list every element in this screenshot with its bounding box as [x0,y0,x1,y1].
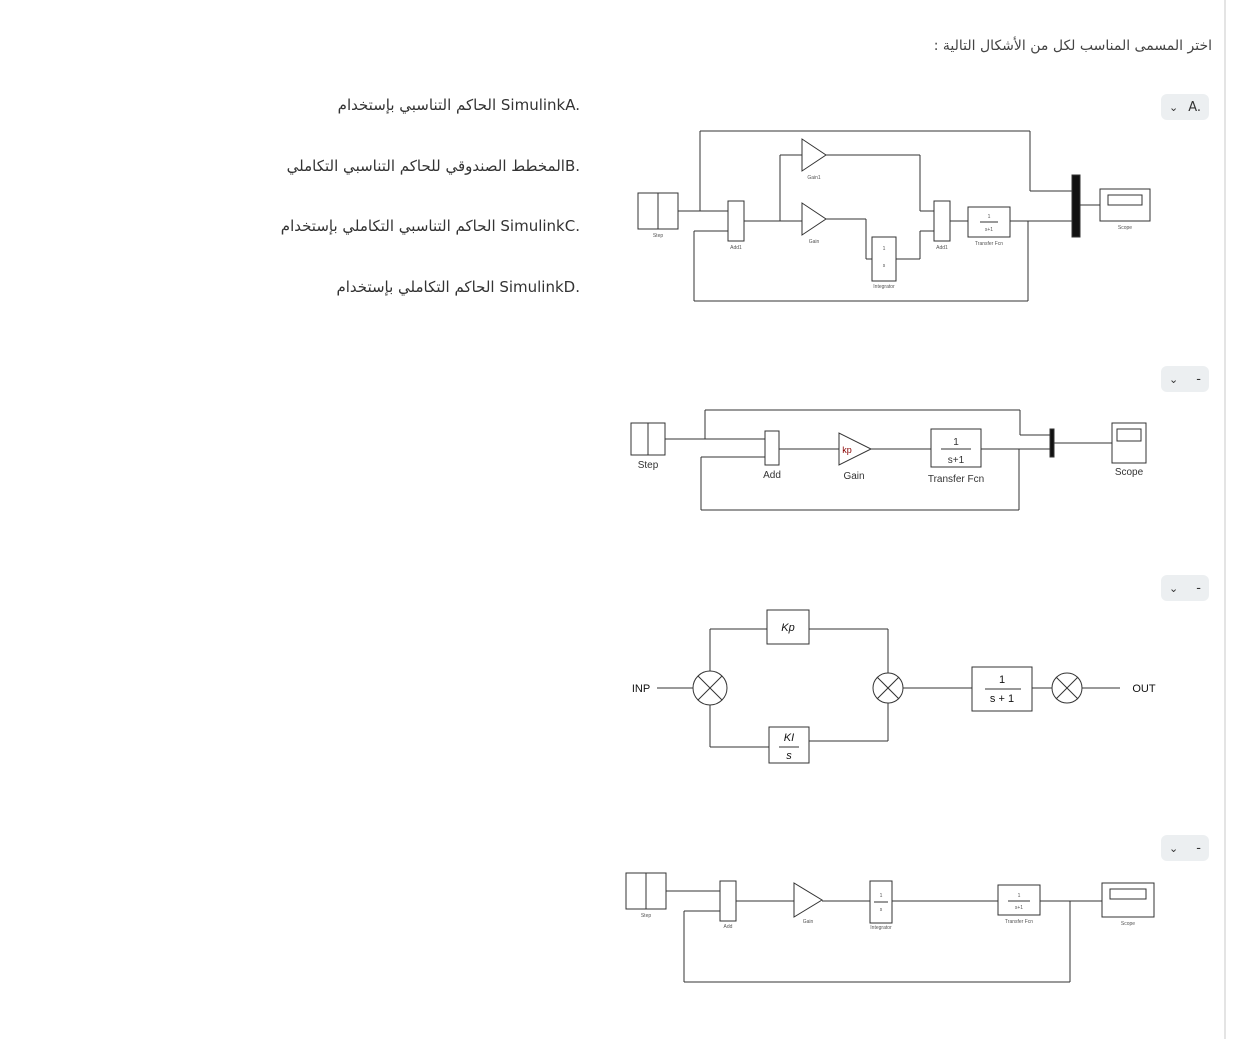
answer-dropdown-1[interactable] [1161,94,1209,120]
answer-dropdown-4[interactable] [1161,835,1209,861]
add2-label: Add1 [936,245,948,251]
integrator-num: 1 [879,893,883,899]
question-text: اختر المسمى المناسب لكل من الأشكال التالية : [933,38,1212,54]
option-letter: C. [564,217,580,235]
integrator-num: 1 [882,246,886,252]
scope-label: Scope [1114,467,1144,478]
step-label: Step [640,913,652,919]
add-label: Add [723,924,733,930]
diagram-3-pi-block-diagram [625,605,1160,770]
tf-den: s + 1 [989,693,1015,705]
out-label: OUT [1132,683,1156,695]
diagram-2-p-simulink [625,405,1160,520]
tf-label: Transfer Fcn [1004,919,1034,925]
dropdown-value: - [1196,580,1201,596]
ki-label: KI [783,732,795,744]
right-divider [1224,0,1226,1039]
integrator-label: Integrator [870,925,892,931]
answer-dropdown-2[interactable] [1161,366,1209,392]
dropdown-value: A. [1188,99,1201,115]
dropdown-value: - [1196,371,1201,387]
option-b [287,157,580,175]
option-text: الحاكم التناسبي التكاملي بإستخدام Simulink [280,217,565,235]
tf-den: s+1 [984,227,994,233]
integrator-den: s [882,263,886,269]
tf-num: 1 [1017,893,1021,899]
diagram-1-pi-simulink [630,125,1160,310]
tf-den: s+1 [947,455,965,466]
gain-label: Gain [802,919,814,925]
option-letter: A. [565,96,580,114]
option-letter: D. [563,278,580,296]
chevron-down-icon: ⌄ [1169,372,1179,386]
option-d [336,278,580,296]
tf-label: Transfer Fcn [974,241,1004,247]
scope-label: Scope [1120,921,1136,927]
integrator-den: s [879,907,883,913]
dropdown-value: - [1196,840,1201,856]
tf-den: s+1 [1014,905,1024,911]
add-label: Add1 [730,245,742,251]
tf-label: Transfer Fcn [927,474,985,485]
chevron-down-icon: ⌄ [1169,100,1179,114]
scope-label: Scope [1117,225,1133,231]
integrator-label: Integrator [873,284,895,290]
step-label: Step [637,460,659,471]
add-label: Add [763,470,781,481]
gain-label: Gain [843,471,865,482]
diagram-4-i-simulink [620,865,1160,990]
option-text: الحاكم التكاملي بإستخدام Simulink [336,278,564,296]
gain1-label: Gain1 [807,175,821,181]
tf-num: 1 [953,437,959,448]
chevron-down-icon: ⌄ [1169,581,1179,595]
tf-num: 1 [987,214,991,220]
option-letter: B. [564,157,580,175]
kp-label: Kp [781,622,795,634]
option-c [281,217,580,235]
tf-num: 1 [998,674,1006,686]
step-label: Step [652,233,664,239]
chevron-down-icon: ⌄ [1169,841,1179,855]
option-text: الحاكم التناسبي بإستخدام Simulink [337,96,566,114]
option-a [338,96,580,114]
inp-label: INP [631,683,651,695]
ki-den: s [786,750,792,762]
gain-value: kp [842,445,852,455]
option-text: المخطط الصندوقي للحاكم التناسبي التكاملي [286,157,565,175]
gain-label: Gain [808,239,820,245]
answer-dropdown-3[interactable] [1161,575,1209,601]
